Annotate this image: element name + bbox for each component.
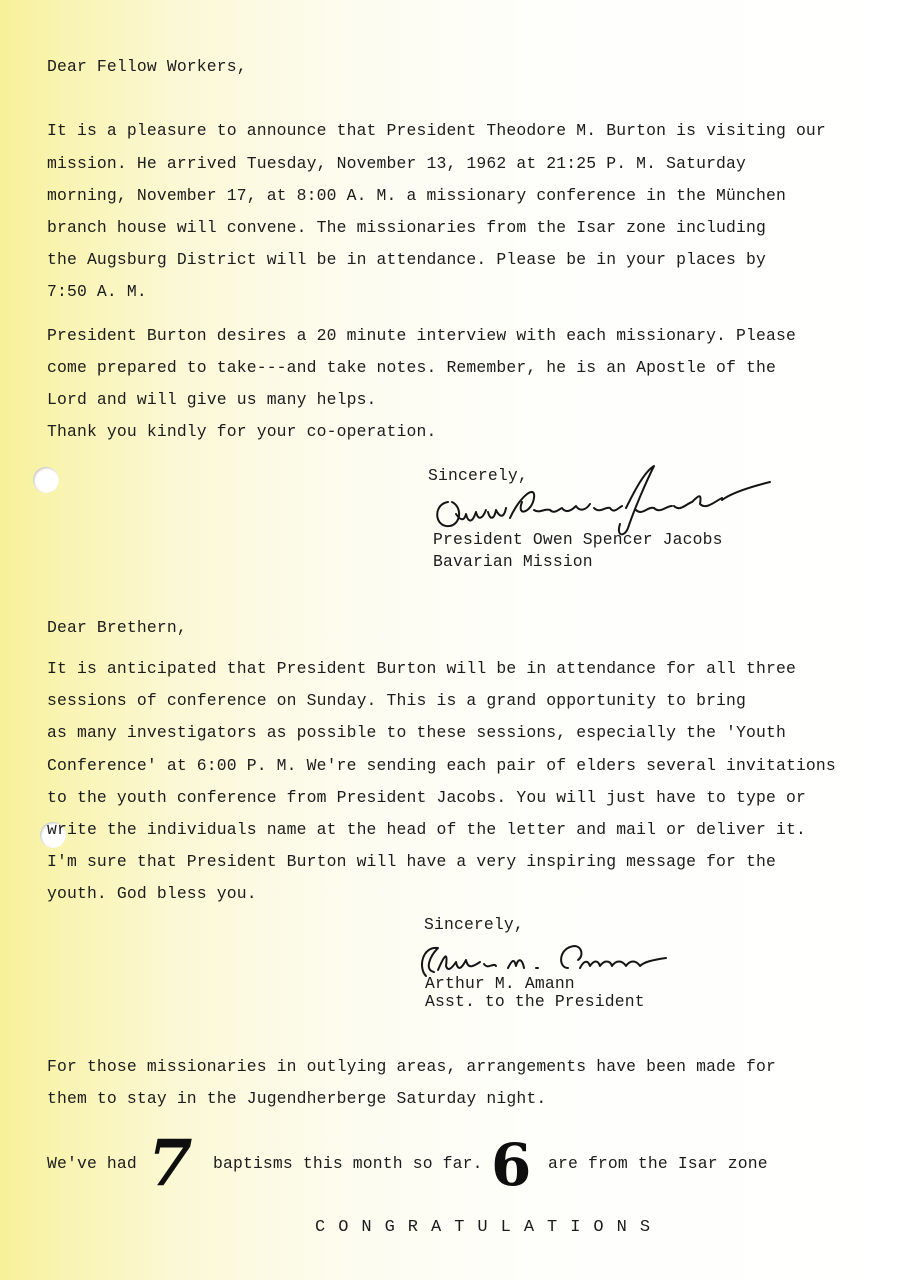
letter2-closing: Sincerely, (424, 915, 524, 934)
letter2-para1-line: write the individuals name at the head of the letter and mail or deliver it. (47, 820, 806, 839)
letter1-para2-line: come prepared to take---and take notes. Remember, he is an Apostle of the (47, 358, 776, 377)
baptisms-total-number: 7 (148, 1126, 193, 1201)
letter2-para1-line: as many investigators as possible to these sessions, especially the 'Youth (47, 723, 786, 742)
baptisms-prefix: We've had (47, 1154, 137, 1173)
salutation-brethern: Dear Brethern, (47, 618, 187, 637)
footer-para-line: them to stay in the Jugendherberge Saturday night. (47, 1089, 547, 1108)
letter2-para1-line: Conference' at 6:00 P. M. We're sending each pair of elders several invitations (47, 756, 836, 775)
footer-para-line: For those missionaries in outlying areas, arrangements have been made for (47, 1057, 776, 1076)
letter1-para1-line: 7:50 A. M. (47, 282, 147, 301)
punch-hole-top (33, 467, 59, 493)
letter2-signer-name: Arthur M. Amann (425, 974, 575, 993)
letter2-para1-line: It is anticipated that President Burton will be in attendance for all three (47, 659, 796, 678)
baptisms-isar-number: 6 (491, 1131, 532, 1199)
letter1-para2-line: Thank you kindly for your co-operation. (47, 422, 437, 441)
letter1-para1-line: branch house will convene. The missionaries from the Isar zone including (47, 218, 766, 237)
letter1-para2-line: Lord and will give us many helps. (47, 390, 377, 409)
letter1-para1-line: the Augsburg District will be in attendance. Please be in your places by (47, 250, 766, 269)
letter1-para1-line: morning, November 17, at 8:00 A. M. a missionary conference in the München (47, 186, 786, 205)
salutation-fellow-workers: Dear Fellow Workers, (47, 57, 247, 76)
letter1-signer-org: Bavarian Mission (433, 552, 593, 571)
letter2-para1-line: youth. God bless you. (47, 884, 257, 903)
letter2-para1-line: sessions of conference on Sunday. This is a grand opportunity to bring (47, 691, 747, 710)
letter2-signer-title: Asst. to the President (425, 992, 645, 1011)
baptisms-middle: baptisms this month so far. (213, 1154, 483, 1173)
letter2-para1-line: I'm sure that President Burton will have a very inspiring message for the (47, 852, 776, 871)
letter1-para2-line: President Burton desires a 20 minute interview with each missionary. Please (47, 326, 796, 345)
letter1-signer-name: President Owen Spencer Jacobs (433, 530, 723, 549)
letter2-para1-line: to the youth conference from President Jacobs. You will just have to type or (47, 788, 806, 807)
letter1-closing: Sincerely, (428, 466, 528, 485)
letter1-para1-line: mission. He arrived Tuesday, November 13, 1962 at 21:25 P. M. Saturday (47, 154, 747, 173)
congratulations-banner: CONGRATULATIONS (315, 1218, 664, 1237)
letter1-para1-line: It is a pleasure to announce that President Theodore M. Burton is visiting our (47, 121, 826, 140)
baptisms-suffix: are from the Isar zone (548, 1154, 768, 1173)
